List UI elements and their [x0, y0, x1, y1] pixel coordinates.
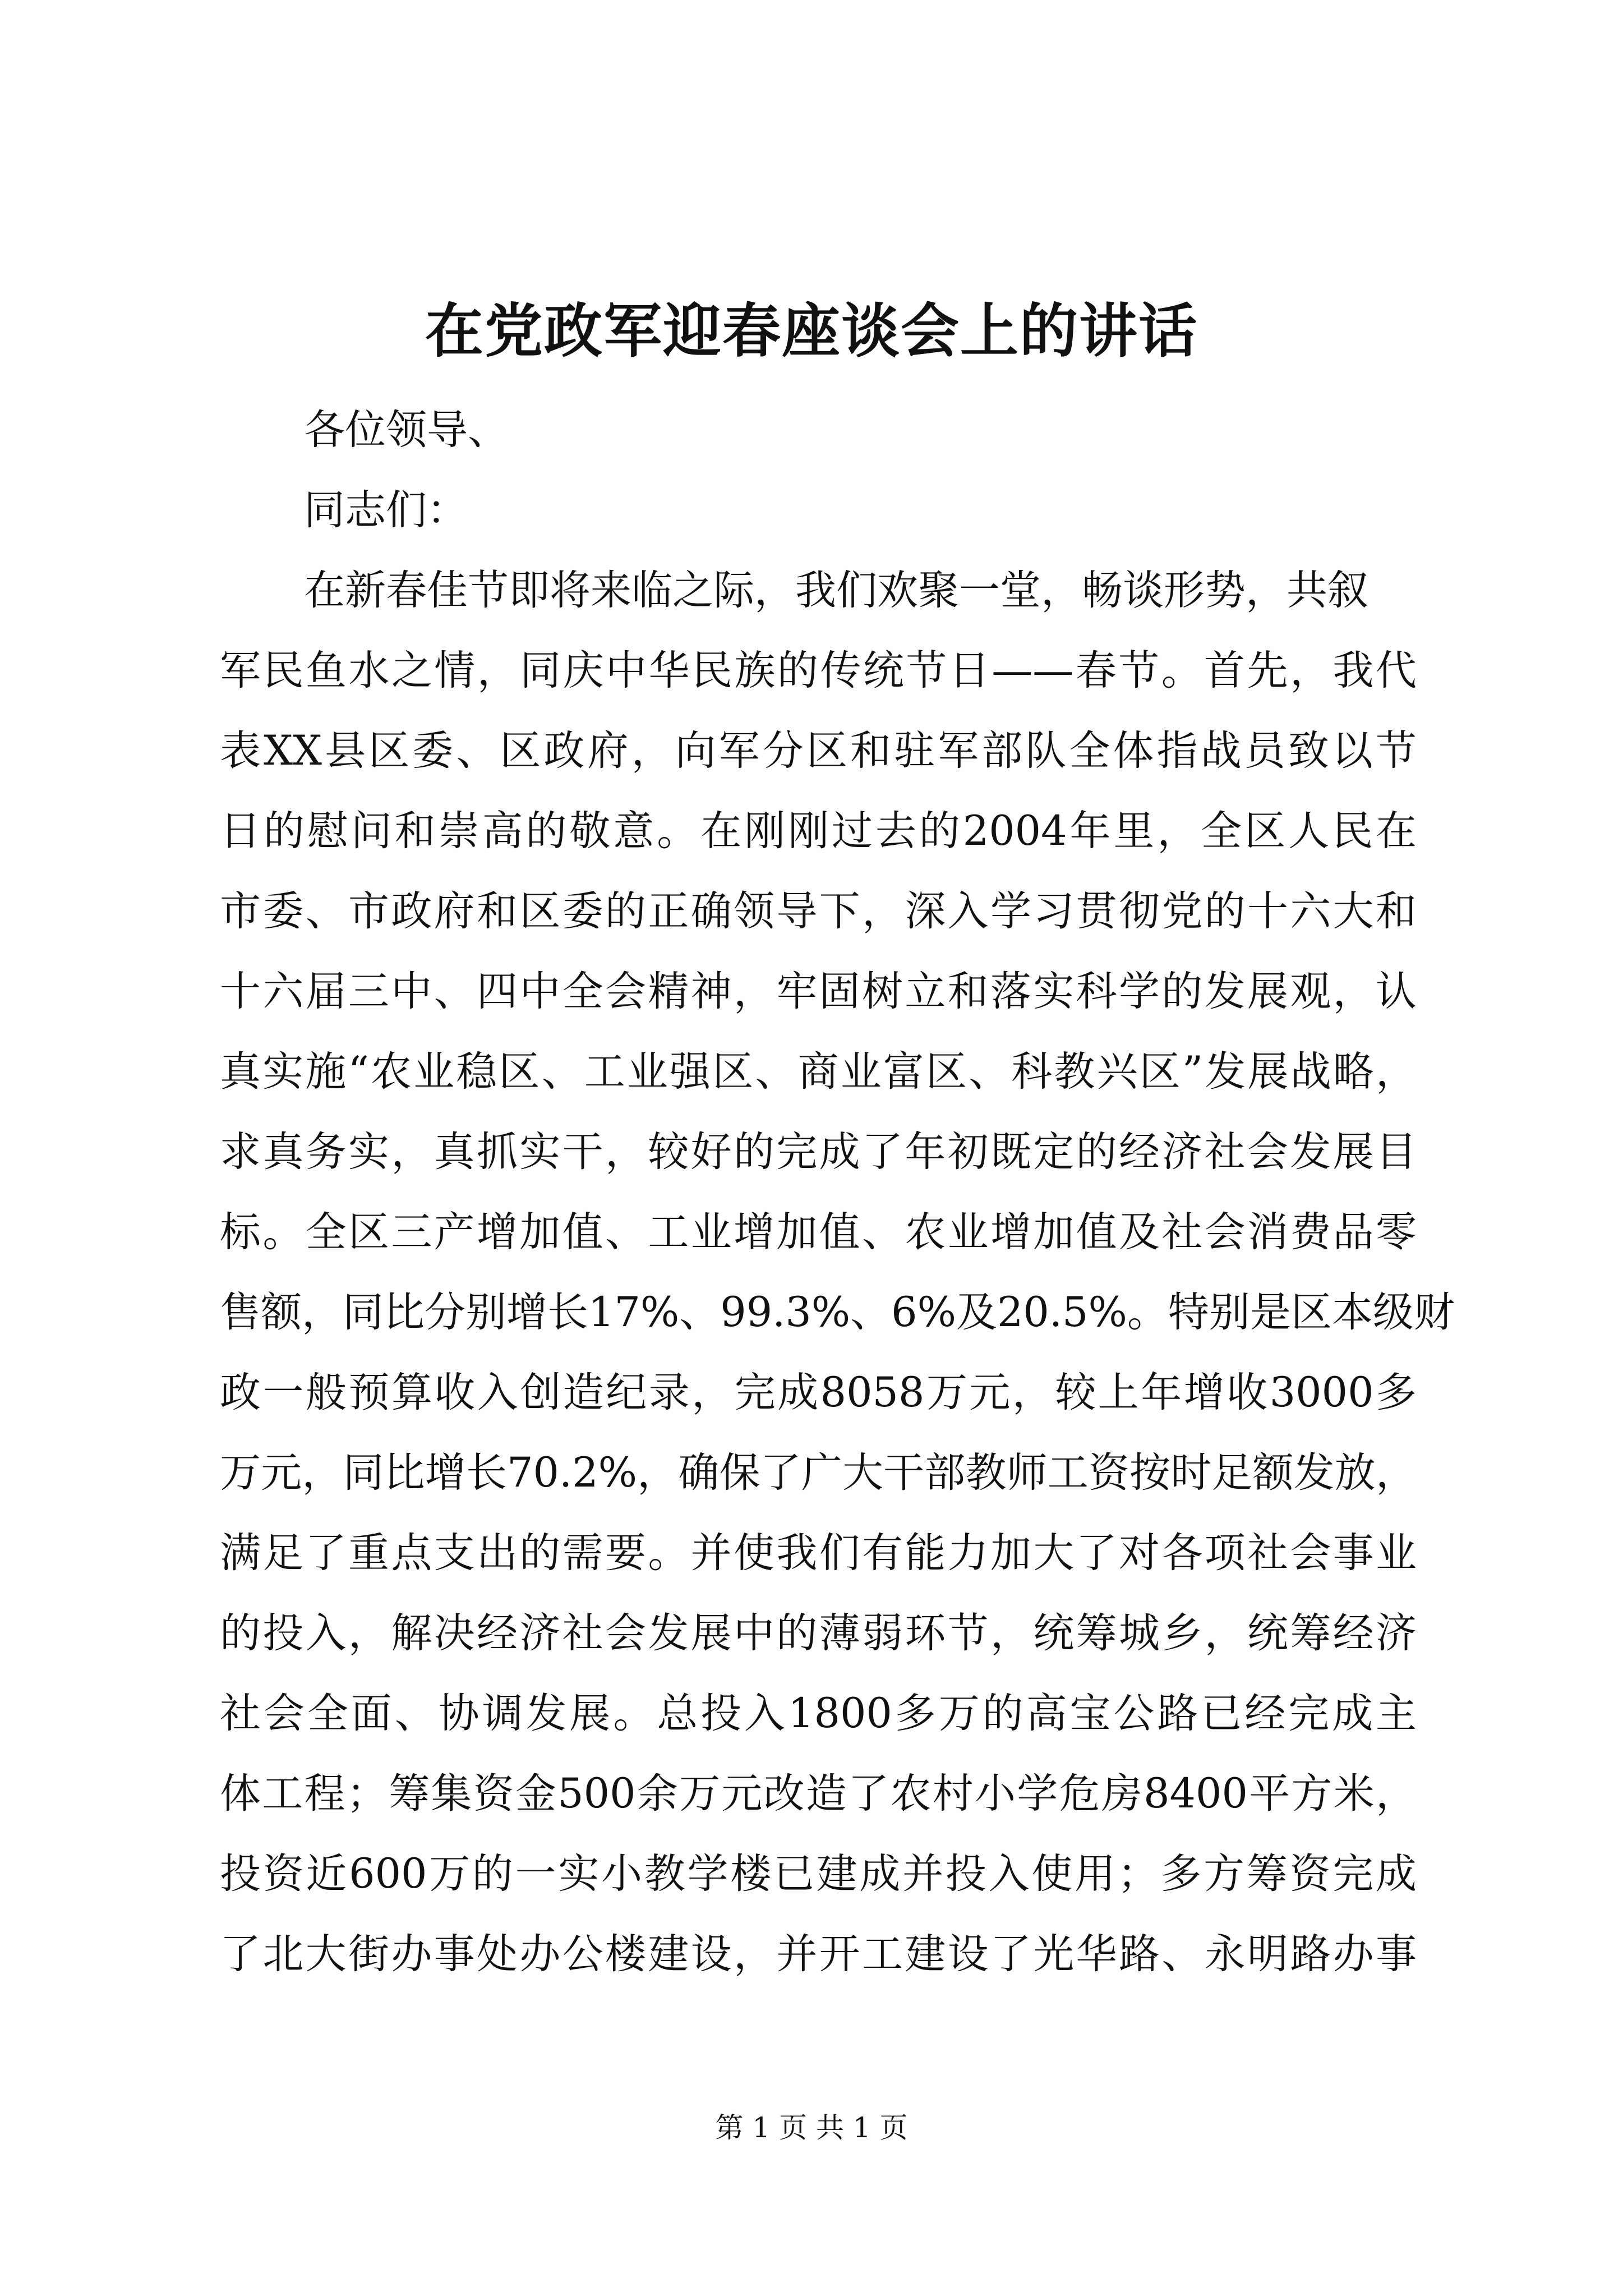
- paragraph-line: 满足了重点支出的需要。并使我们有能力加大了对各项社会事业: [220, 1529, 1417, 1577]
- paragraph-line: 政一般预算收入创造纪录，完成8058万元，较上年增收3000多: [220, 1369, 1417, 1416]
- paragraph-line: 标。全区三产增加值、工业增加值、农业增加值及社会消费品零: [220, 1208, 1417, 1256]
- salutation-line: 同志们：: [304, 486, 468, 534]
- paragraph-line: 日的慰问和崇高的敬意。在刚刚过去的2004年里，全区人民在: [220, 807, 1417, 855]
- paragraph-line: 真实施“农业稳区、工业强区、商业富区、科教兴区”发展战略，: [220, 1048, 1417, 1096]
- salutation-line: 各位领导、: [304, 406, 509, 454]
- page-footer: 第 1 页 共 1 页: [715, 2111, 908, 2144]
- paragraph-line: 市委、市政府和区委的正确领导下，深入学习贯彻党的十六大和: [220, 887, 1417, 935]
- paragraph-line: 万元，同比增长70.2%，确保了广大干部教师工资按时足额发放，: [220, 1449, 1417, 1497]
- paragraph-line: 了北大街办事处办公楼建设，并开工建设了光华路、永明路办事: [220, 1930, 1417, 1978]
- paragraph-line: 社会全面、协调发展。总投入1800多万的高宝公路已经完成主: [220, 1690, 1417, 1737]
- paragraph-line: 求真务实，真抓实干，较好的完成了年初既定的经济社会发展目: [220, 1128, 1417, 1176]
- paragraph-line: 十六届三中、四中全会精神，牢固树立和落实科学的发展观，认: [220, 968, 1417, 1015]
- document-body: [220, 390, 1455, 1994]
- paragraph-line: 的投入，解决经济社会发展中的薄弱环节，统筹城乡，统筹经济: [220, 1609, 1417, 1657]
- paragraph-line: 表XX县区委、区政府，向军分区和驻军部队全体指战员致以节: [220, 727, 1417, 775]
- paragraph-line: 投资近600万的一实小教学楼已建成并投入使用；多方筹资完成: [220, 1850, 1417, 1898]
- paragraph-line: 体工程；筹集资金500余万元改造了农村小学危房8400平方米，: [220, 1770, 1417, 1818]
- paragraph-line: 军民鱼水之情，同庆中华民族的传统节日——春节。首先，我代: [220, 647, 1417, 694]
- paragraph-line: 在新春佳节即将来临之际，我们欢聚一堂，畅谈形势，共叙: [304, 567, 1368, 614]
- paragraph-line: 售额，同比分别增长17%、99.3%、6%及20.5%。特别是区本级财: [220, 1289, 1455, 1336]
- document-title: 在党政军迎春座谈会上的讲话: [425, 296, 1198, 365]
